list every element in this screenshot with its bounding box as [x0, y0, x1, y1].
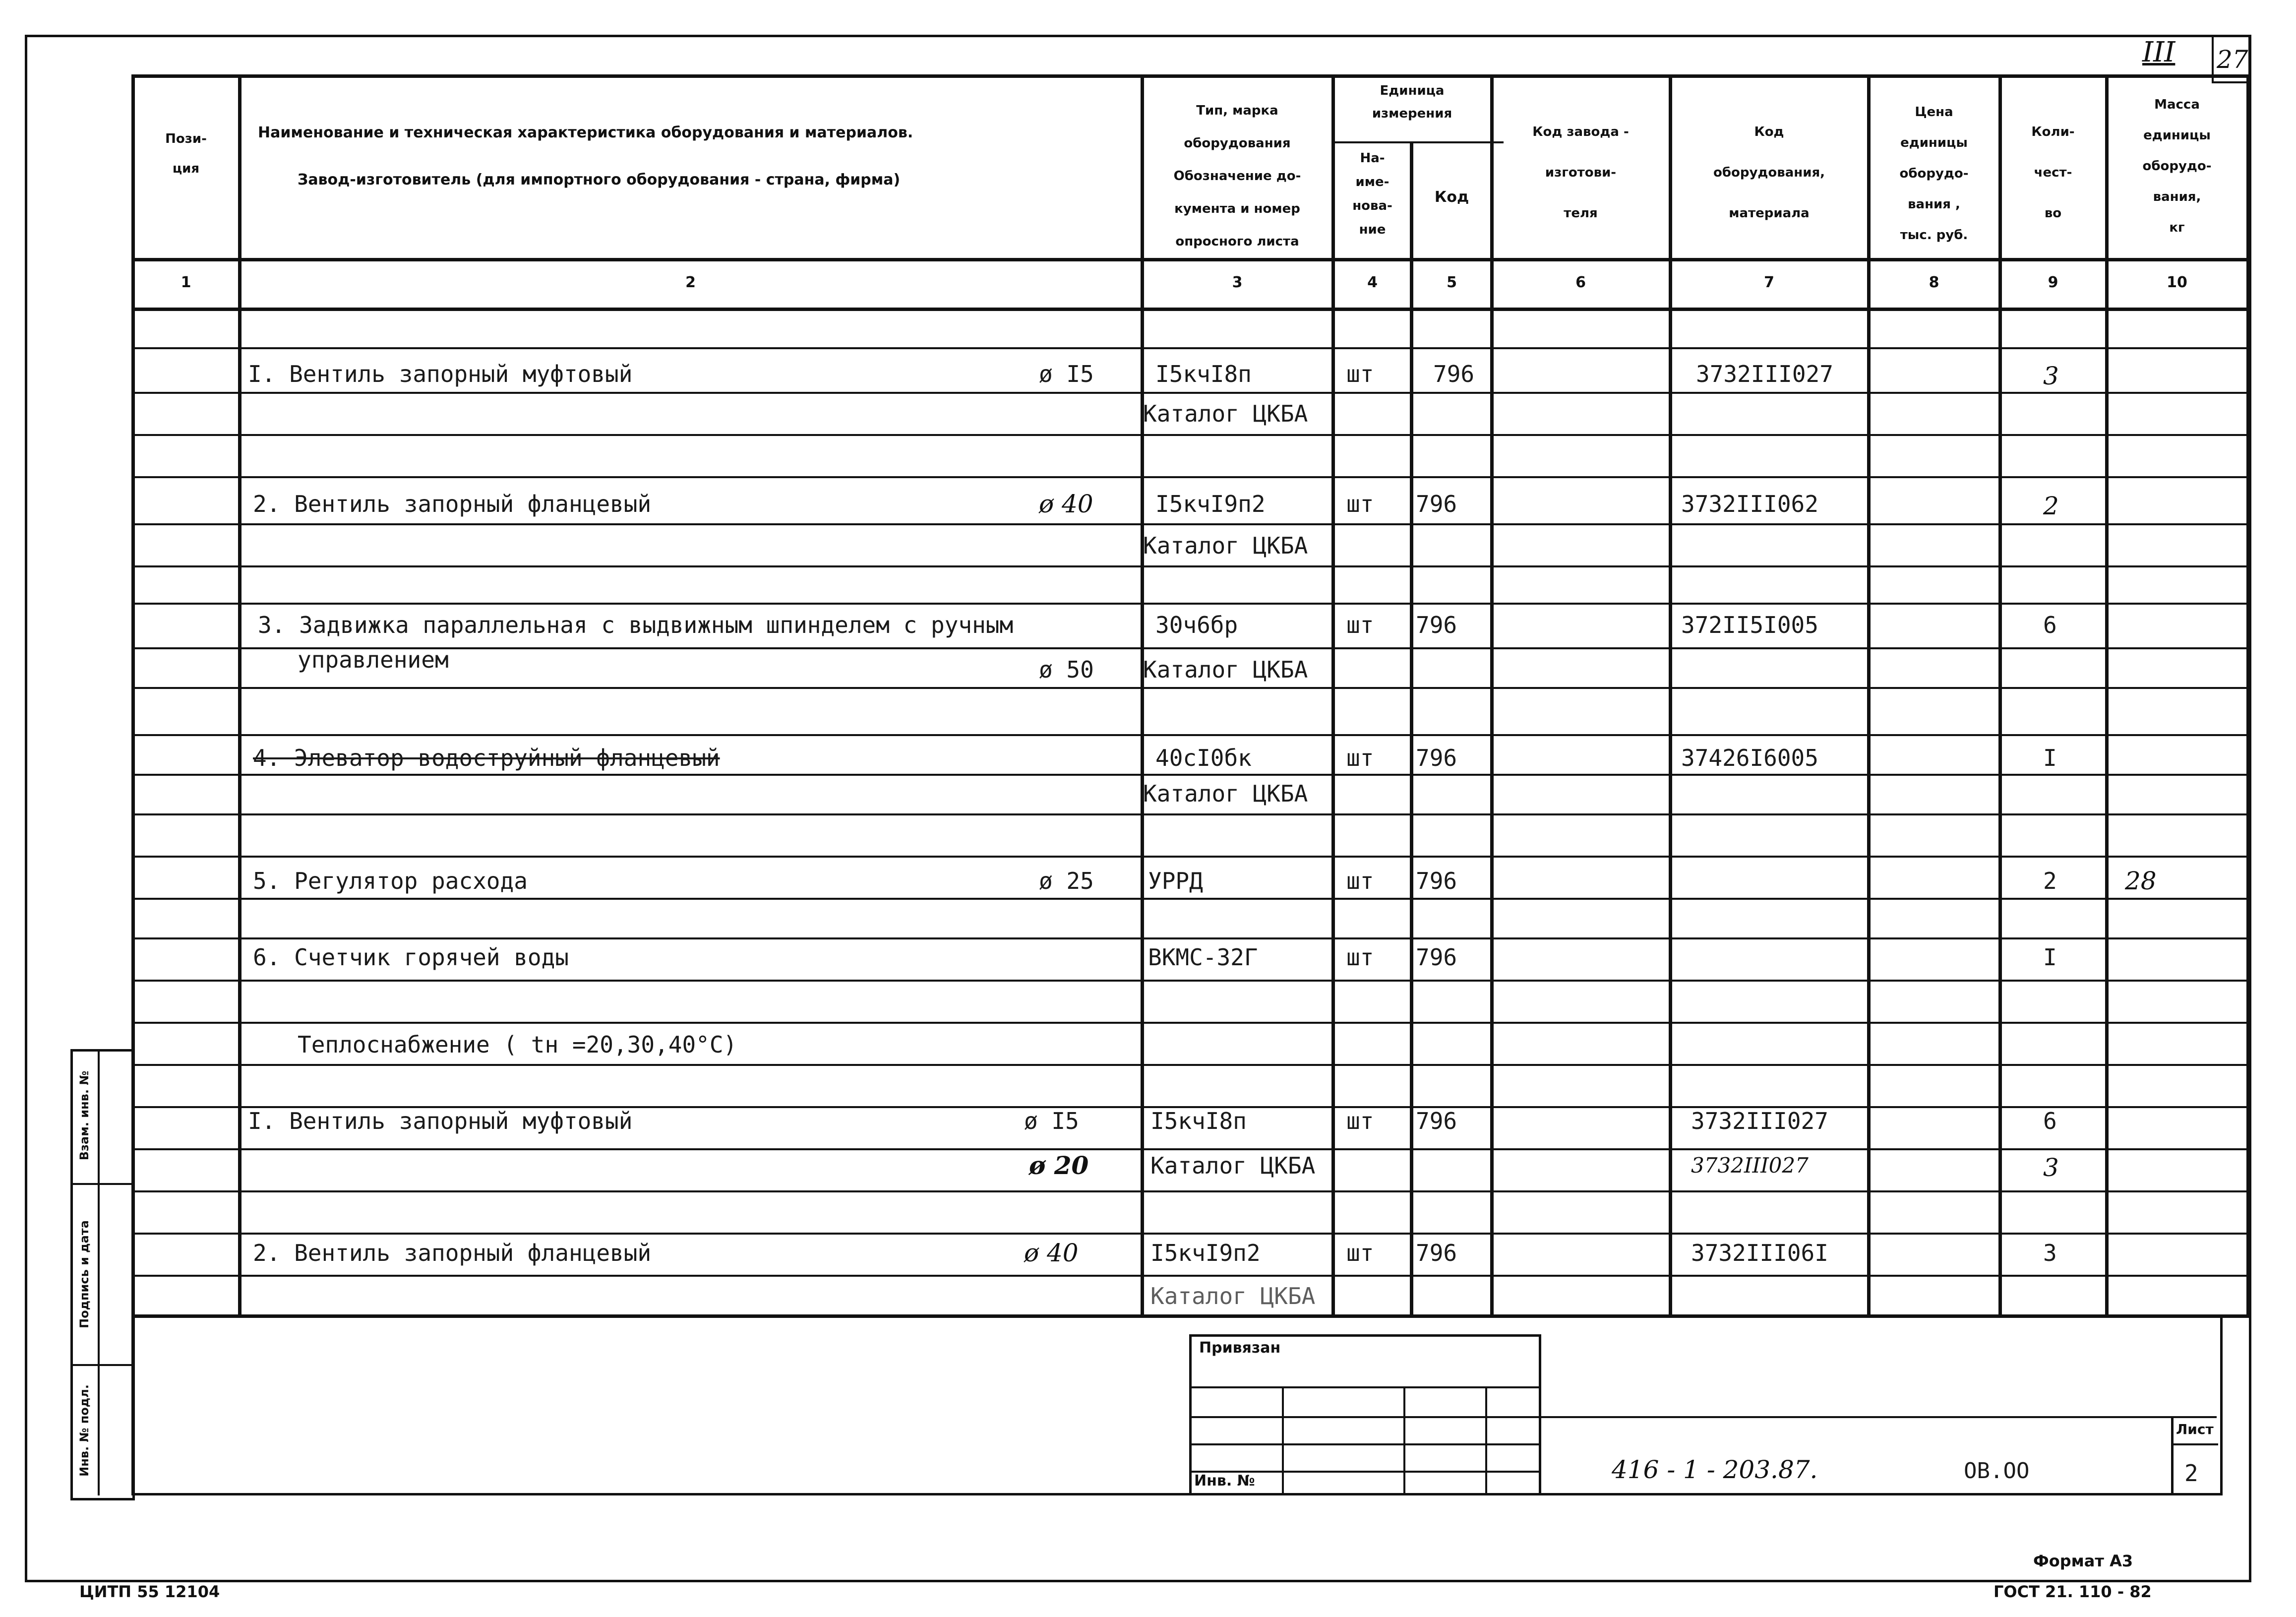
item-diameter: ø 25: [1039, 868, 1094, 894]
col-number-8: 8: [1929, 274, 1939, 291]
section-code: ОВ.ОО: [1964, 1458, 2030, 1484]
item-type: I5кчI8п: [1150, 1108, 1247, 1134]
item-quantity: 3: [2043, 362, 2059, 390]
footer-format: Формат А3: [2033, 1552, 2133, 1570]
item-code: 3732III027: [1691, 1108, 1828, 1134]
item-name: 3. Задвижка параллельная с выдвижным шпинделем с ручным: [258, 612, 1014, 638]
item-unit-code: 796: [1433, 361, 1475, 387]
header-name-line2: Завод-изготовитель (для импортного оборудования - страна, фирма): [298, 171, 901, 188]
item-type: Каталог ЦКБА: [1143, 532, 1308, 559]
item-unit: шт: [1346, 944, 1374, 971]
item-diameter: ø 40: [1024, 1239, 1079, 1267]
item-quantity: 6: [2043, 612, 2057, 638]
item-name: I. Вентиль запорный муфтовый: [248, 361, 633, 387]
item-code: 37426I6005: [1681, 745, 1818, 771]
document-code: 416 - 1 - 203.87.: [1612, 1455, 1818, 1484]
col-number-2: 2: [685, 274, 696, 291]
header-factory-code: Код завода - изготови- теля: [1532, 124, 1629, 221]
item-quantity: 6: [2043, 1108, 2057, 1134]
item-code: 3732III027: [1696, 361, 1833, 387]
privyazan-label: Привязан: [1199, 1339, 1281, 1357]
item-type: ВКМС-32Г: [1148, 944, 1258, 971]
item-name: 2. Вентиль запорный фланцевый: [253, 491, 652, 517]
item-unit: шт: [1346, 1108, 1374, 1134]
item-type: Каталог ЦКБА: [1143, 400, 1308, 427]
header-unit-name: На- име- нова- ние: [1352, 151, 1392, 237]
item-quantity: 3: [2043, 1240, 2057, 1266]
item-diameter: ø 20: [1029, 1151, 1089, 1180]
item-diameter: ø I5: [1039, 361, 1094, 387]
item-code: 372II5I005: [1681, 612, 1818, 638]
item-type: I5кчI9п2: [1150, 1240, 1261, 1266]
item-diameter: ø 40: [1039, 490, 1093, 518]
col-number-1: 1: [181, 274, 191, 291]
item-unit-code: 796: [1416, 612, 1457, 638]
item-type: Каталог ЦКБА: [1150, 1152, 1316, 1179]
list-number: 2: [2184, 1460, 2198, 1487]
section-heading: Теплоснабжение ( tн =20,30,40°С): [298, 1031, 737, 1058]
label-podpis-data: Подпись и дата: [77, 1220, 91, 1328]
footer-citp: ЦИТП 55 12104: [79, 1582, 220, 1601]
list-label: Лист: [2176, 1421, 2214, 1437]
item-diameter: ø 50: [1039, 656, 1094, 683]
col-number-9: 9: [2048, 274, 2058, 291]
item-mass: 28: [2125, 867, 2157, 895]
item-type: Каталог ЦКБА: [1150, 1283, 1316, 1309]
item-quantity: 3: [2043, 1153, 2059, 1182]
item-name: 4. Элеватор водоструйный фланцевый: [253, 745, 720, 771]
item-unit-code: 796: [1416, 944, 1457, 971]
label-vzam-inv: Взам. инв. №: [77, 1070, 91, 1161]
corner-roman: III: [2142, 36, 2175, 68]
item-unit-code: 796: [1416, 868, 1457, 894]
header-quantity: Коли- чест- во: [2031, 124, 2075, 221]
header-unit-code: Код: [1434, 188, 1469, 206]
item-type: УРРД: [1148, 868, 1203, 894]
header-equipment-code: Код оборудования, материала: [1713, 124, 1825, 221]
col-number-4: 4: [1367, 274, 1378, 291]
item-name: I. Вентиль запорный муфтовый: [248, 1108, 633, 1134]
col-number-7: 7: [1764, 274, 1774, 291]
header-mass: Масса единицы оборудо- вания, кг: [2142, 97, 2212, 235]
item-unit: шт: [1346, 868, 1374, 894]
item-diameter: ø I5: [1024, 1108, 1079, 1134]
header-position: Пози- ция: [165, 131, 207, 176]
item-name: 5. Регулятор расхода: [253, 868, 528, 894]
item-code: 3732III062: [1681, 491, 1818, 517]
item-name: 2. Вентиль запорный фланцевый: [253, 1240, 652, 1266]
inv-number-label: Инв. №: [1194, 1472, 1255, 1490]
stamp-divider: [1537, 1416, 2217, 1418]
item-code: 3732III027: [1691, 1153, 1809, 1178]
item-unit: шт: [1346, 612, 1374, 638]
header-name-line1: Наименование и техническая характеристика оборудования и материалов.: [258, 124, 913, 141]
item-unit: шт: [1346, 491, 1374, 517]
item-type: Каталог ЦКБА: [1143, 780, 1308, 807]
item-quantity: 2: [2043, 868, 2057, 894]
item-type: 40сI0бк: [1155, 745, 1252, 771]
item-type: 30ч6бр: [1155, 612, 1238, 638]
item-quantity: 2: [2043, 492, 2059, 520]
item-quantity: I: [2043, 745, 2057, 771]
header-type: Тип, марка оборудования Обозначение до- кумента и номер опросного листа: [1173, 103, 1301, 249]
header-price: Цена единицы оборудо- вания , тыс. руб.: [1899, 105, 1969, 243]
corner-number: 27: [2217, 45, 2248, 74]
item-unit-code: 796: [1416, 491, 1457, 517]
header-unit: Единица измерения: [1372, 83, 1452, 121]
item-unit: шт: [1346, 745, 1374, 771]
col-number-3: 3: [1232, 274, 1243, 291]
item-unit: шт: [1346, 361, 1374, 387]
item-name: управлением: [298, 646, 449, 673]
col-number-5: 5: [1447, 274, 1457, 291]
col-number-6: 6: [1575, 274, 1586, 291]
item-unit-code: 796: [1416, 1240, 1457, 1266]
item-type: Каталог ЦКБА: [1143, 656, 1308, 683]
item-code: 3732III06I: [1691, 1240, 1828, 1266]
footer-gost: ГОСТ 21. 110 - 82: [1994, 1582, 2152, 1601]
item-name: 6. Счетчик горячей воды: [253, 944, 569, 971]
item-unit-code: 796: [1416, 745, 1457, 771]
item-type: I5кчI8п: [1155, 361, 1252, 387]
label-inv-podl: Инв. № подл.: [77, 1384, 91, 1477]
item-unit: шт: [1346, 1240, 1374, 1266]
col-number-10: 10: [2167, 274, 2187, 291]
item-unit-code: 796: [1416, 1108, 1457, 1134]
bottom-frame: [131, 1314, 2223, 1495]
item-quantity: I: [2043, 944, 2057, 971]
item-type: I5кчI9п2: [1155, 491, 1266, 517]
